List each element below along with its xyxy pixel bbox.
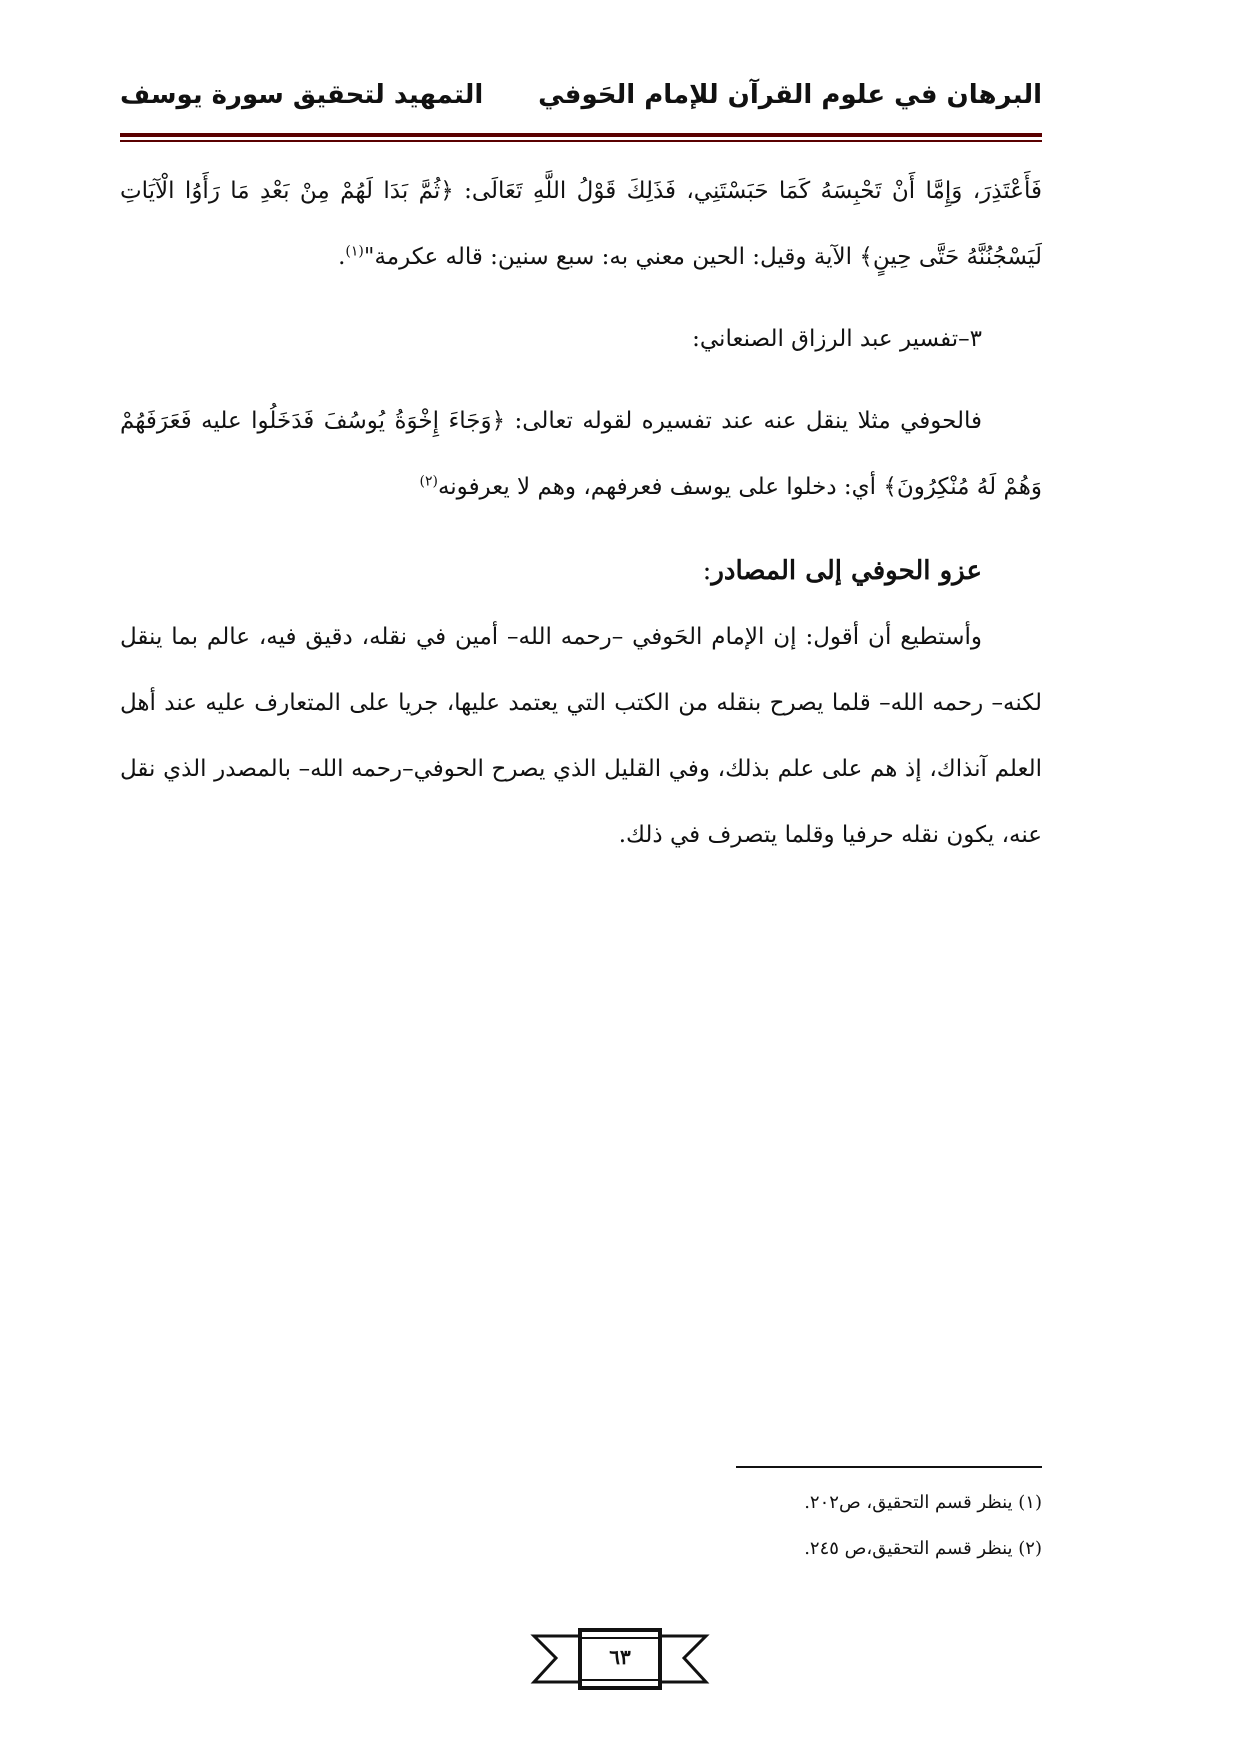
section-title [120,538,1042,604]
paragraph-end: . [338,244,346,270]
paragraph-text: فَأَعْتَذِرَ، وَإِمَّا أَنْ تَحْبِسَهُ كَمَا حَبَسْتَنِي، فَذَلِكَ قَوْلُ اللَّهِ تَعَالَى: ﴿ثُمَّ بَدَا لَهُمْ مِنْ بَعْدِ مَا رَأَوُا الْآيَاتِ لَيَسْجُنُنَّهُ حَتَّى حِينٍ﴾ الآية وقيل: الحين معني به: سبع سنين: قاله عكرمة" [120,178,1042,270]
running-header [120,70,1042,120]
footnote-separator [736,1466,1042,1468]
paragraph-sources: وأستطيع أن أقول: إن الإمام الحَوفي –رحمه الله– أمين في نقله، دقيق فيه، عالم بما ينقل لكنه– رحمه الله– قلما يصرح بنقله من الكتب التي يعتمد عليها، جريا على المتعارف عليه عند أهل العلم آنذاك، إذ هم على علم بذلك، وفي القليل الذي يصرح الحوفي–رحمه الله– بالمصدر الذي نقل عنه، يكون نقله حرفيا وقلما يتصرف في ذلك. [120,624,1042,848]
body-text [120,158,1042,868]
section-title-text: عزو الحوفي إلى المصادر [711,556,982,586]
page-number: ٦٣ [609,1645,631,1669]
paragraph-quote-continuation [120,158,1042,290]
footnote-ref-1: (١) [345,243,364,260]
paragraph-example [120,388,1042,520]
footnote-ref-2: (٢) [419,473,438,490]
chapter-title: التمهيد لتحقيق سورة يوسف [120,80,484,110]
header-rule-thick [120,133,1042,137]
paragraph-subheading: ٣–تفسير عبد الرزاق الصنعاني: [692,326,982,352]
book-title: البرهان في علوم القرآن للإمام الحَوفي [538,80,1042,110]
section-title-colon: : [702,556,712,586]
header-rule-thin [120,140,1042,142]
paragraph-text: فالحوفي مثلا ينقل عنه عند تفسيره لقوله تعالى: ﴿وَجَاءَ إِخْوَةُ يُوسُفَ فَدَخَلُوا عليه فَعَرَفَهُمْ وَهُمْ لَهُ مُنْكِرُونَ﴾ أي: دخلوا على يوسف فعرفهم، وهم لا يعرفونه [120,408,1042,500]
footnote-1: (١) ينظر قسم التحقيق، ص٢٠٢. [804,1492,1042,1513]
page-number-ribbon [530,1624,710,1694]
footnote-2: (٢) ينظر قسم التحقيق،ص ٢٤٥. [804,1538,1042,1559]
footnotes [120,1480,1042,1572]
